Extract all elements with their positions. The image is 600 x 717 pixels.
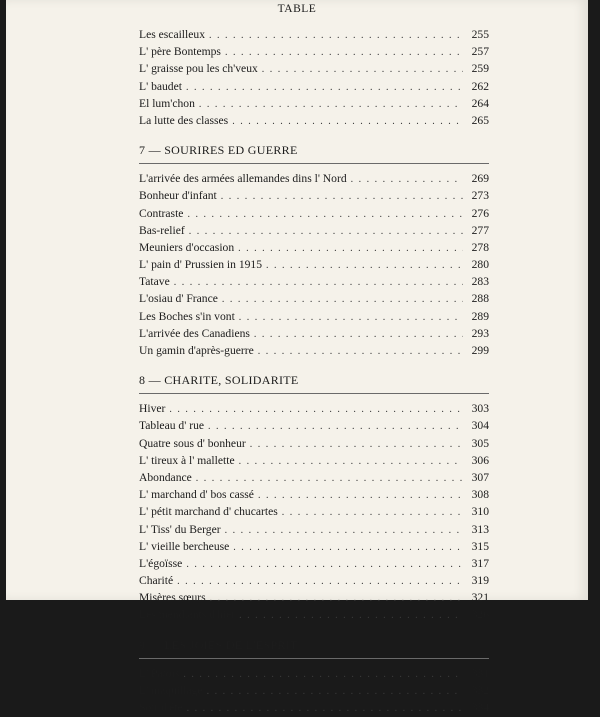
toc-entry: L'égoïsse . . . 317 [139, 555, 489, 572]
toc-entry: L' pain d' Prussien in 1915 . . . 280 [139, 256, 489, 273]
book-page [6, 0, 588, 714]
toc-section [139, 141, 489, 359]
toc-entry: L' pétit marchand d' chucartes . . . 310 [139, 503, 489, 520]
toc-entry: L' marchand d' bos cassé . . . 308 [139, 486, 489, 503]
toc-entry: Hiver . . . 303 [139, 400, 489, 417]
chapter-rule [139, 393, 489, 394]
toc-section [139, 26, 489, 129]
toc-entry: Bas-relief . . . 277 [139, 222, 489, 239]
toc-entry: L'arrivée des armées allemandes dins l' Nord . . . 269 [139, 170, 489, 187]
toc-entry: Les mendiants d'hier . . . 326 [139, 606, 489, 623]
toc-entry: L' baudet . . . 262 [139, 78, 489, 95]
toc-entry: Quatre sous d' bonheur . . . 305 [139, 435, 489, 452]
chapter-rule [139, 658, 489, 659]
toc-entry: El lum'chon . . . 264 [139, 95, 489, 112]
chapter-heading: 8 — CHARITE, SOLIDARITE [139, 373, 299, 388]
toc-entry: Meuniers d'occasion . . . 278 [139, 239, 489, 256]
chapter-heading: 7 — SOURIRES ED GUERRE [139, 143, 298, 158]
table-of-contents [139, 26, 489, 716]
page-title: TABLE [277, 3, 317, 15]
toc-entry: Tableau d' rue . . . 304 [139, 417, 489, 434]
toc-entry: Soir d'été . . . 334 [139, 699, 489, 716]
toc-entry: L' Tiss' du Berger . . . 313 [139, 521, 489, 538]
toc-entry: Contraste . . . 276 [139, 205, 489, 222]
toc-entry: Abondance . . . 307 [139, 469, 489, 486]
toc-entry: L'osiau d' France . . . 288 [139, 290, 489, 307]
toc-section [139, 636, 489, 717]
toc-entry: L' Patois . . . 331 [139, 665, 489, 682]
toc-entry: Tatave . . . 283 [139, 273, 489, 290]
toc-entry: Les escailleux . . . 255 [139, 26, 489, 43]
toc-entry: Bonheur d'infant . . . 273 [139, 187, 489, 204]
toc-entry: Un gamin d'après-guerre . . . 299 [139, 342, 489, 359]
toc-entry: L' graisse pou les ch'veux . . . 259 [139, 60, 489, 77]
toc-entry: L' maquillage . . . 332 [139, 682, 489, 699]
chapter-heading: 9 — LES JOIES DE L'ESPRIT [139, 637, 298, 652]
toc-section [139, 371, 489, 623]
toc-entry: L' père Bontemps . . . 257 [139, 43, 489, 60]
toc-entry: L' vieille bercheuse . . . 315 [139, 538, 489, 555]
toc-entry: Les Boches s'in vont . . . 289 [139, 308, 489, 325]
chapter-rule [139, 163, 489, 164]
toc-entry: Charité . . . 319 [139, 572, 489, 589]
toc-entry: Misères sœurs . . . 321 [139, 589, 489, 606]
toc-entry: L'arrivée des Canadiens . . . 293 [139, 325, 489, 342]
toc-entry: L' tireux à l' mallette . . . 306 [139, 452, 489, 469]
toc-entry: La lutte des classes . . . 265 [139, 112, 489, 129]
